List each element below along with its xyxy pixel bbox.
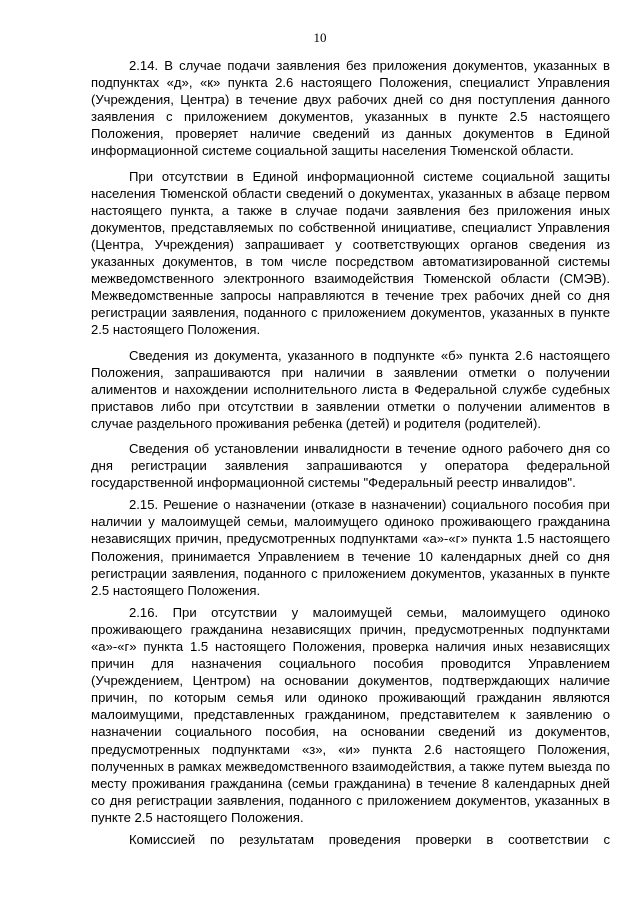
- page-number: 10: [313, 30, 327, 45]
- document-body: [91, 57, 610, 848]
- paragraph-2-14-disability: Сведения об установлении инвалидности в течение одного рабочего дня со дня регистрации заявления запрашиваются у оператора федеральной государственной информационной системы "Федеральный реестр инвалидов".: [91, 440, 610, 491]
- paragraph-2-14: 2.14. В случае подачи заявления без приложения документов, указанных в подпунктах «д», «к» пункта 2.6 настоящего Положения, специалист Управления (Учреждения, Центра) в течение двух рабочих дней со дня поступления данного заявления с приложением документов, указанных в пункте 2.5 настоящего Положения, проверяет наличие сведений из данных документов в Единой информационной системе социальной защиты населения Тюменской области.: [91, 58, 610, 159]
- paragraph-2-15: 2.15. Решение о назначении (отказе в назначении) социального пособия при наличии у малоимущей семьи, малоимущего одиноко проживающего гражданина независящих причин, предусмотренных подпунктами «а»-«г» пункта 1.5 настоящего Положения, принимается Управлением в течение 10 календарных дней со дня регистрации заявления, поданного с приложением документов, указанных в пункте 2.5 настоящего Положения.: [91, 497, 610, 598]
- paragraph-2-16: 2.16. При отсутствии у малоимущей семьи, малоимущего одиноко проживающего гражданина независящих причин, предусмотренных подпунктами «а»-«г» пункта 1.5 настоящего Положения, проверка наличия иных независящих причин для назначения социального пособия проводится Управлением (Учреждением, Центром) на основании документов, подтверждающих наличие причин, по которым семья или одиноко проживающий гражданин являются малоимущими, представленных гражданином, представителем к заявлению о назначении социального пособия, на основании сведений из документов, предусмотренных подпунктами «з», «и» пункта 2.6 настоящего Положения, полученных в рамках межведомственного взаимодействия, а также путем выезда по месту проживания гражданина (семьи гражданина) в течение 8 календарных дней со дня регистрации заявления, поданного с приложением документов, указанных в пункте 2.5 настоящего Положения.: [91, 604, 610, 825]
- paragraph-2-14-absence: При отсутствии в Единой информационной системе социальной защиты населения Тюменской области сведений о документах, указанных в абзаце первом настоящего пункта, а также в случае подачи заявления без приложения иных документов, представляемых по собственной инициативе, специалист Управления (Центра, Учреждения) запрашивает у соответствующих органов сведения из указанных документов, в том числе посредством автоматизированной системы межведомственного электронного взаимодействия Тюменской области (СМЭВ). Межведомственные запросы направляются в течение трех рабочих дней со дня регистрации заявления, поданного с приложением документов, указанных в пункте 2.5 настоящего Положения.: [91, 168, 610, 338]
- paragraph-2-14-alimony: Сведения из документа, указанного в подпункте «б» пункта 2.6 настоящего Положения, запрашиваются при наличии в заявлении отметки о получении алиментов и нахождении исполнительного листа в Федеральной службе судебных приставов либо при отсутствии в заявлении отметки о получении алиментов в случае раздельного проживания ребенка (детей) и родителя (родителей).: [91, 347, 610, 431]
- paragraph-commission: Комиссией по результатам проведения проверки в соответствии с: [129, 832, 610, 848]
